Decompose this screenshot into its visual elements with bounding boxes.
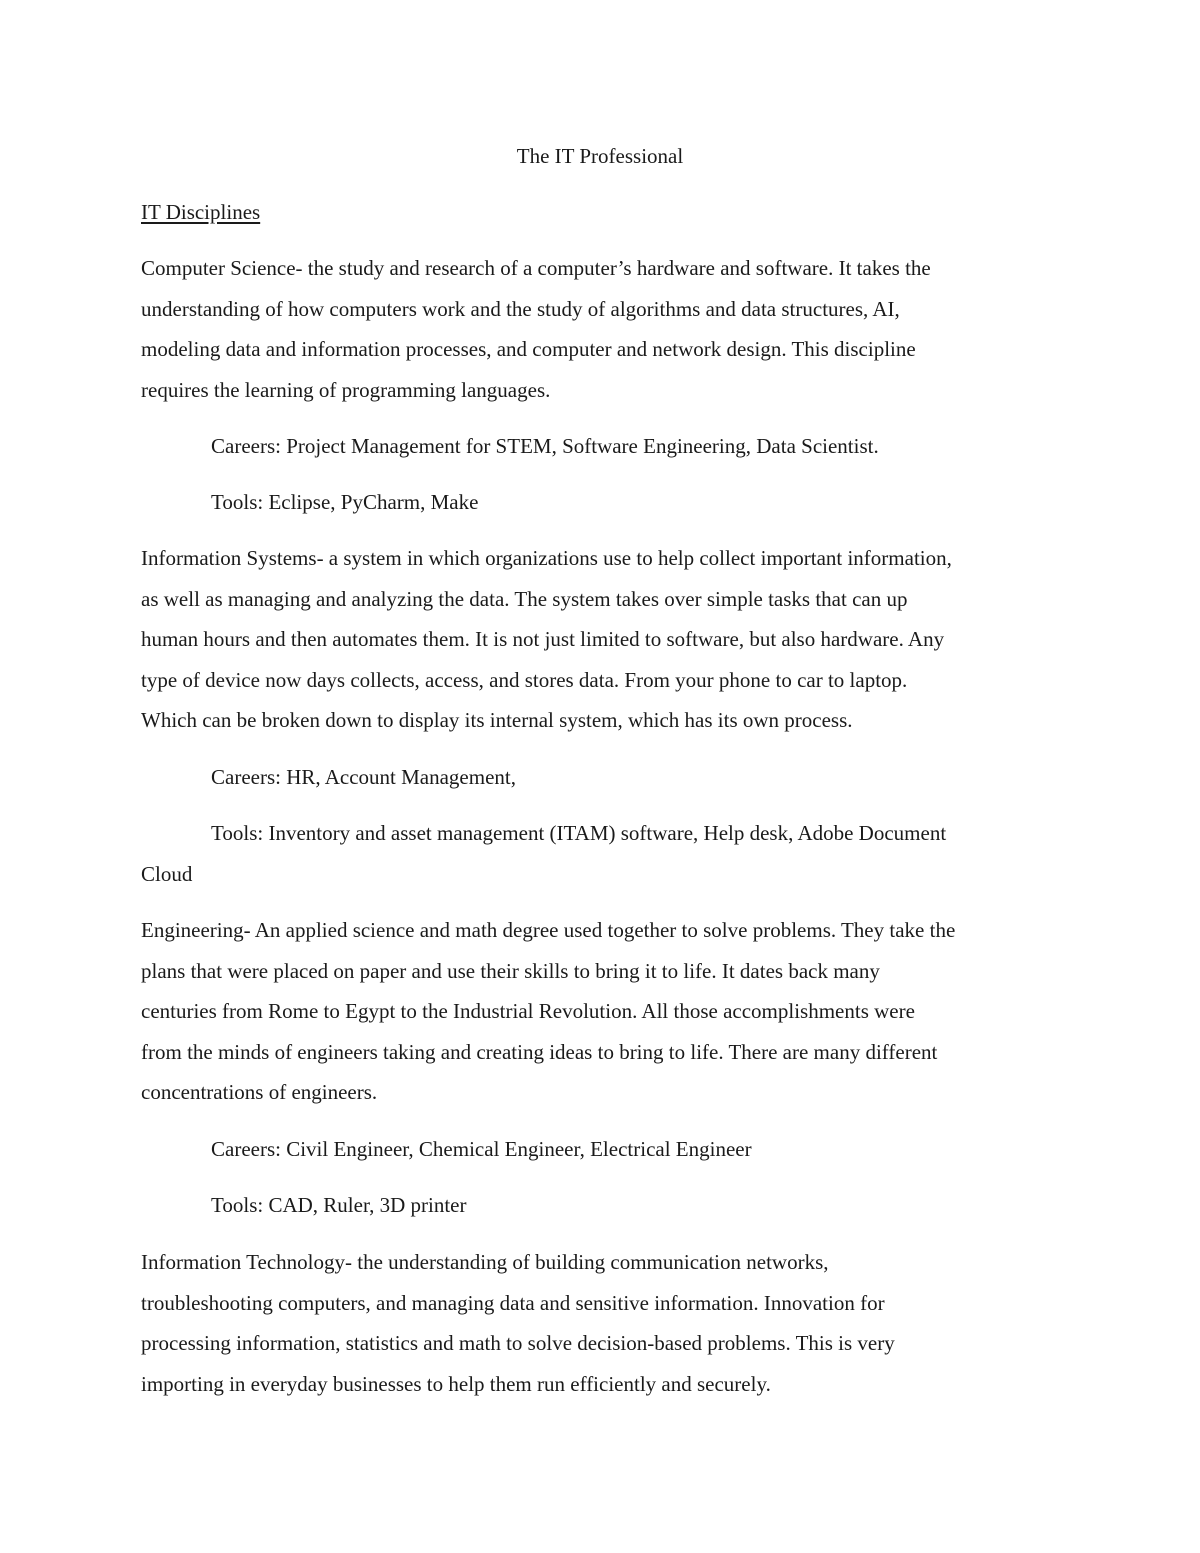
paragraph-line: modeling data and information processes, and computer and network design. This discipline (141, 337, 916, 361)
paragraph-information-systems (141, 538, 1066, 741)
careers-information-systems (141, 757, 1066, 798)
paragraph-line: processing information, statistics and math to solve decision-based problems. This is very (141, 1331, 895, 1355)
section-heading: IT Disciplines (141, 200, 261, 224)
paragraph-line: human hours and then automates them. It is not just limited to software, but also hardware. Any (141, 627, 945, 651)
paragraph-line: Computer Science- the study and research of a computer’s hardware and software. It takes the (141, 256, 931, 280)
tools-engineering (141, 1185, 1066, 1226)
tools-information-systems (141, 813, 1066, 894)
paragraph-line: type of device now days collects, access, and stores data. From your phone to car to laptop. (141, 667, 908, 692)
paragraph-line: from the minds of engineers taking and creating ideas to bring to life. There are many different (141, 1039, 938, 1064)
paragraph-line: understanding of how computers work and the study of algorithms and data structures, AI, (141, 296, 900, 321)
tools-computer-science (141, 482, 1066, 523)
careers-line: Careers: Civil Engineer, Chemical Engineer, Electrical Engineer (211, 1137, 752, 1161)
careers-engineering (141, 1129, 1066, 1170)
paragraph-line: requires the learning of programming languages. (141, 377, 551, 402)
document-title: The IT Professional (516, 144, 684, 168)
tools-line: Cloud (141, 861, 193, 886)
paragraph-line: troubleshooting computers, and managing data and sensitive information. Innovation for (141, 1290, 885, 1315)
paragraph-line: as well as managing and analyzing the data. The system takes over simple tasks that can up (141, 586, 908, 611)
paragraph-line: plans that were placed on paper and use their skills to bring it to life. It dates back many (141, 958, 880, 983)
paragraph-line: Which can be broken down to display its internal system, which has its own process. (141, 708, 853, 732)
careers-computer-science (141, 426, 1066, 467)
paragraph-line: concentrations of engineers. (141, 1080, 378, 1104)
careers-line: Careers: Project Management for STEM, Software Engineering, Data Scientist. (211, 434, 879, 458)
tools-line: Tools: Eclipse, PyCharm, Make (211, 490, 479, 514)
paragraph-engineering (141, 910, 1066, 1113)
paragraph-computer-science (141, 248, 1066, 410)
paragraph-information-technology (141, 1242, 1066, 1404)
tools-line: Tools: Inventory and asset management (ITAM) software, Help desk, Adobe Document (211, 821, 947, 845)
careers-line: Careers: HR, Account Management, (211, 765, 516, 789)
paragraph-line: Information Technology- the understanding of building communication networks, (141, 1250, 829, 1274)
paragraph-line: centuries from Rome to Egypt to the Industrial Revolution. All those accomplishments were (141, 999, 915, 1023)
tools-line: Tools: CAD, Ruler, 3D printer (211, 1193, 467, 1217)
paragraph-line: importing in everyday businesses to help them run efficiently and securely. (141, 1371, 771, 1396)
paragraph-line: Engineering- An applied science and math degree used together to solve problems. They take the (141, 918, 956, 942)
paragraph-line: Information Systems- a system in which organizations use to help collect important information, (141, 546, 952, 570)
